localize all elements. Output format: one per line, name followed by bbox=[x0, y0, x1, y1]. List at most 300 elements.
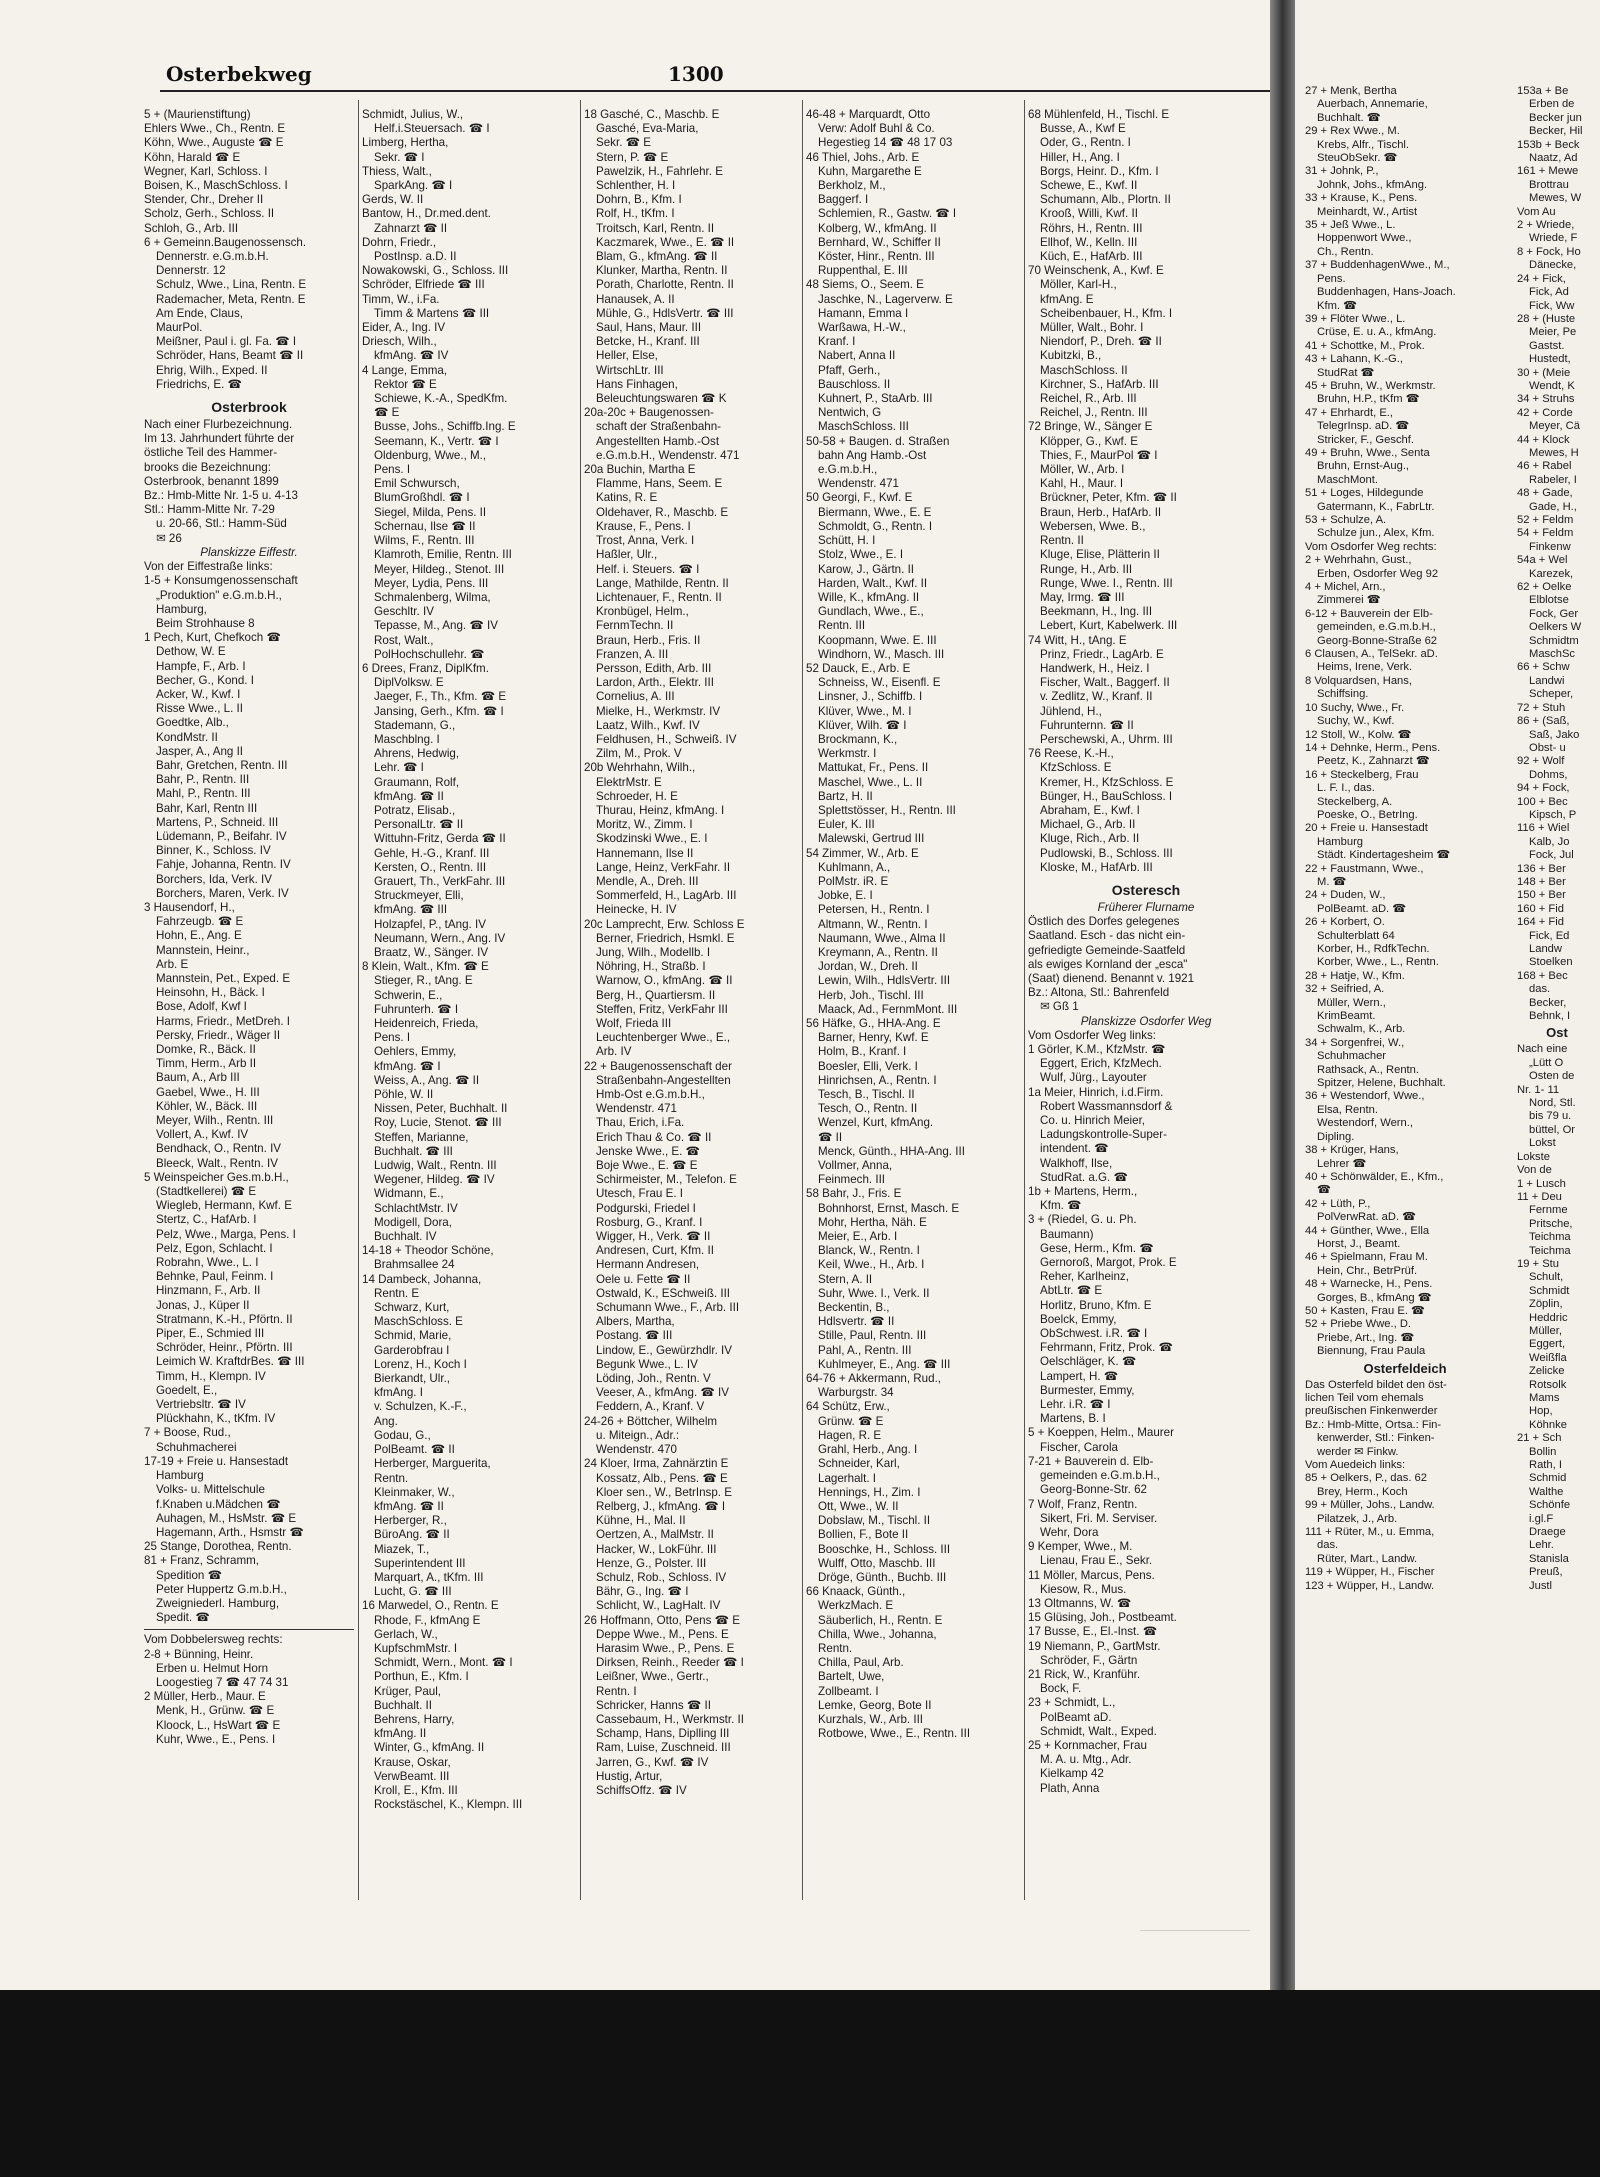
directory-entry: Harasim Wwe., P., Pens. E bbox=[596, 1641, 735, 1655]
directory-entry: Hustedt, bbox=[1529, 353, 1571, 366]
directory-entry: Dennerstr. e.G.m.b.H. bbox=[156, 250, 269, 264]
directory-entry: 2 + Wehrhahn, Gust., bbox=[1305, 554, 1412, 567]
directory-entry: Wegener, Hildeg. ☎ IV bbox=[374, 1173, 495, 1187]
directory-entry: KupfschmMstr. I bbox=[374, 1641, 458, 1655]
directory-entry: Rosburg, G., Kranf. I bbox=[596, 1215, 703, 1229]
directory-entry: Becker, Hil bbox=[1529, 125, 1583, 138]
directory-entry: kfmAng. ☎ I bbox=[374, 1059, 441, 1073]
directory-entry: Wendenstr. 470 bbox=[596, 1443, 677, 1457]
directory-entry: Gastst. bbox=[1529, 339, 1565, 352]
directory-entry: Ostwald, K., ESchweiß. III bbox=[596, 1286, 731, 1300]
directory-entry: 50-58 + Baugen. d. Straßen bbox=[806, 434, 950, 448]
directory-entry: Beleuchtungswaren ☎ K bbox=[596, 392, 727, 406]
directory-entry: Köhnke bbox=[1529, 1418, 1567, 1431]
directory-entry: Rentn. II bbox=[1040, 534, 1084, 548]
directory-entry: Kubitzki, B., bbox=[1040, 349, 1102, 363]
directory-entry: Seemann, K., Vertr. ☎ I bbox=[374, 434, 499, 448]
directory-entry: Godau, G., bbox=[374, 1428, 431, 1442]
directory-entry: Pudlowski, B., Schloss. III bbox=[1040, 846, 1173, 860]
directory-entry: Wolf, Frieda III bbox=[596, 1017, 672, 1030]
directory-entry: Kühne, H., Mal. II bbox=[596, 1514, 686, 1528]
directory-entry: Hamann, Emma I bbox=[818, 306, 909, 320]
street-heading: Osterbrook bbox=[211, 399, 287, 416]
directory-entry: 168 + Bec bbox=[1517, 969, 1568, 982]
directory-entry: Schiewe, K.-A., SpedKfm. bbox=[374, 392, 508, 406]
directory-entry: M. ☎ bbox=[1317, 875, 1347, 888]
directory-entry: Wehr, Dora bbox=[1040, 1525, 1099, 1539]
directory-entry: Vom Osdorfer Weg links: bbox=[1028, 1028, 1157, 1042]
directory-entry: Lehr. bbox=[1529, 1539, 1554, 1552]
directory-entry: 81 + Franz, Schramm, bbox=[144, 1554, 260, 1568]
directory-entry: Klöpper, G., Kwf. E bbox=[1040, 434, 1138, 448]
directory-entry: Bantow, H., Dr.med.dent. bbox=[362, 207, 491, 221]
directory-entry: Helf. i. Steuers. ☎ I bbox=[596, 562, 700, 576]
directory-entry: Bernhard, W., Schiffer II bbox=[818, 235, 941, 249]
directory-entry: Pfaff, Gerh., bbox=[818, 363, 881, 377]
directory-entry: Goedelt, E., bbox=[156, 1383, 218, 1397]
directory-entry: Bendhack, O., Rentn. IV bbox=[156, 1142, 282, 1156]
directory-entry: Stertz, C., HafArb. I bbox=[156, 1213, 257, 1227]
directory-entry: May, Irmg. ☎ III bbox=[1040, 590, 1125, 604]
directory-entry: Kurzhals, W., Arb. III bbox=[818, 1712, 924, 1726]
directory-entry: Klüver, Wilh. ☎ I bbox=[818, 718, 907, 732]
directory-entry: Pilatzek, J., Arb. bbox=[1317, 1512, 1398, 1525]
directory-entry: Meyer, Cä bbox=[1529, 420, 1580, 433]
directory-entry: 20a-20c + Baugenossen- bbox=[584, 406, 714, 420]
directory-entry: Vollert, A., Kwf. IV bbox=[156, 1128, 249, 1142]
directory-entry: Zweigniederl. Hamburg, bbox=[156, 1596, 280, 1610]
directory-entry: Teichma bbox=[1529, 1231, 1571, 1244]
directory-entry: Spitzer, Helene, Buchhalt. bbox=[1317, 1077, 1446, 1090]
directory-entry: Schröder, F., Gärtn bbox=[1040, 1653, 1138, 1667]
directory-entry: Nentwich, G bbox=[818, 406, 882, 420]
directory-entry: Peter Huppertz G.m.b.H., bbox=[156, 1582, 287, 1596]
directory-entry: „Produktion" e.G.m.b.H., bbox=[156, 588, 282, 602]
directory-entry: Dobslaw, M., Tischl. II bbox=[818, 1514, 931, 1528]
page-number: 1300 bbox=[668, 62, 724, 86]
directory-entry: kfmAng. II bbox=[374, 1727, 427, 1741]
directory-entry: Bz.: Hmb-Mitte, Ortsa.: Fin- bbox=[1305, 1418, 1442, 1431]
directory-entry: 39 + Flöter Wwe., L. bbox=[1305, 312, 1406, 325]
directory-entry: Zollbeamt. I bbox=[818, 1684, 879, 1698]
directory-entry: Oldehaver, R., Maschb. E bbox=[596, 505, 729, 519]
directory-entry: Straßenbahn-Angestellten bbox=[596, 1073, 731, 1087]
directory-entry: 74 Witt, H., tAng. E bbox=[1028, 633, 1127, 647]
street-heading: Osterfeldeich bbox=[1363, 1360, 1447, 1376]
directory-entry: 44 + Klock bbox=[1517, 433, 1570, 446]
directory-entry: Wulf, Jürg., Layouter bbox=[1040, 1071, 1147, 1085]
directory-entry: Plath, Anna bbox=[1040, 1781, 1100, 1795]
directory-entry: Lorenz, H., Koch I bbox=[374, 1357, 467, 1371]
directory-entry: Linsner, J., Schiffb. I bbox=[818, 690, 923, 704]
directory-entry: Bartz, H. II bbox=[818, 789, 873, 803]
directory-entry: 8 Klein, Walt., Kfm. ☎ E bbox=[362, 960, 489, 974]
directory-entry: Heinsohn, H., Bäck. I bbox=[156, 986, 265, 1000]
directory-entry: Boelck, Emmy, bbox=[1040, 1312, 1117, 1326]
directory-entry: 42 + Lüth, P., bbox=[1305, 1197, 1371, 1210]
directory-entry: Jonas, J., Küper II bbox=[156, 1298, 250, 1312]
directory-entry: Stille, Paul, Rentn. III bbox=[818, 1329, 927, 1343]
directory-entry: Elsa, Rentn. bbox=[1317, 1103, 1378, 1116]
directory-entry: Boesler, Elli, Verk. I bbox=[818, 1059, 918, 1073]
directory-entry: Schwarz, Kurt, bbox=[374, 1301, 450, 1315]
directory-entry: Wenzel, Kurt, kfmAng. bbox=[818, 1116, 934, 1130]
column-divider bbox=[580, 100, 581, 1900]
directory-entry: Lucht, G. ☎ III bbox=[374, 1585, 452, 1599]
directory-entry: Ruppenthal, E. III bbox=[818, 264, 908, 278]
directory-entry: Kuhn, Margarethe E bbox=[818, 164, 922, 178]
directory-entry: Meyer, Wilh., Rentn. III bbox=[156, 1114, 274, 1128]
directory-entry: Fischer, Walt., Baggerf. II bbox=[1040, 676, 1170, 690]
directory-entry: Wigger, H., Verk. ☎ II bbox=[596, 1230, 711, 1244]
directory-entry: Johnk, Johs., kfmAng. bbox=[1317, 178, 1428, 191]
directory-entry: 53 + Schulze, A. bbox=[1305, 514, 1387, 526]
directory-entry: 35 + Jeß Wwe., L. bbox=[1305, 219, 1396, 232]
directory-entry: Boje Wwe., E. ☎ E bbox=[596, 1159, 698, 1173]
directory-entry: Reichel, J., Rentn. III bbox=[1040, 406, 1148, 420]
directory-entry: Mattukat, Fr., Pens. II bbox=[818, 761, 929, 775]
directory-entry: Miazek, T., bbox=[374, 1542, 430, 1556]
directory-entry: Graumann, Rolf, bbox=[374, 775, 460, 789]
directory-entry: Draege bbox=[1529, 1526, 1566, 1539]
directory-entry: PolVerwRat. aD. ☎ bbox=[1317, 1211, 1417, 1224]
directory-entry: 22 + Baugenossenschaft der bbox=[584, 1059, 732, 1073]
directory-entry: 56 Häfke, G., HHA-Ang. E bbox=[806, 1017, 941, 1030]
directory-entry: Krooß, Willi, Kwf. II bbox=[1040, 207, 1138, 221]
directory-entry: Ludwig, Walt., Rentn. III bbox=[374, 1159, 497, 1173]
directory-entry: PostInsp. a.D. II bbox=[374, 250, 457, 264]
directory-entry: Weißfla bbox=[1529, 1351, 1567, 1364]
directory-entry: Leuchtenberger Wwe., E., bbox=[596, 1031, 731, 1045]
directory-entry: Vertriebsltr. ☎ IV bbox=[156, 1398, 246, 1412]
directory-entry: Krüger, Paul, bbox=[374, 1684, 442, 1698]
directory-entry: Timm, H., Klempn. IV bbox=[156, 1369, 266, 1383]
directory-entry: Fick, Ww bbox=[1529, 299, 1575, 312]
directory-entry: Landwi bbox=[1529, 674, 1565, 687]
directory-entry: Potratz, Elisab., bbox=[374, 803, 456, 817]
directory-entry: Webersen, Wwe. B., bbox=[1040, 519, 1146, 533]
directory-entry: Brockmann, K., bbox=[818, 732, 898, 746]
directory-entry: Behnk, I bbox=[1529, 1010, 1571, 1023]
directory-entry: Wiegleb, Hermann, Kwf. E bbox=[156, 1199, 292, 1213]
library-stamp bbox=[1140, 1930, 1250, 1963]
directory-entry: gemeinden, e.G.m.b.H., bbox=[1317, 621, 1436, 634]
directory-entry: Splettstösser, H., Rentn. III bbox=[818, 803, 956, 817]
directory-entry: Schlenther, H. I bbox=[596, 179, 676, 193]
directory-entry: Friedrichs, E. ☎ bbox=[156, 377, 242, 391]
directory-entry: 20b Wehrhahn, Wilh., bbox=[584, 761, 696, 775]
directory-entry: 46 + Spielmann, Frau M. bbox=[1305, 1251, 1428, 1264]
page-header bbox=[160, 62, 1270, 92]
directory-entry: Oelkers W bbox=[1529, 621, 1582, 634]
directory-entry: Niendorf, P., Dreh. ☎ II bbox=[1040, 335, 1162, 349]
directory-entry: Lemke, Georg, Bote II bbox=[818, 1698, 932, 1712]
directory-entry: 1 Pech, Kurt, Chefkoch ☎ bbox=[144, 631, 281, 645]
directory-entry: Hennings, H., Zim. I bbox=[818, 1485, 921, 1499]
directory-entry: Müller, Walt., Bohr. I bbox=[1040, 321, 1144, 335]
directory-entry: Wendenstr. 471 bbox=[596, 1102, 677, 1116]
directory-entry: Schwerin, E., bbox=[374, 988, 443, 1002]
directory-entry: 28 + (Huste bbox=[1517, 312, 1576, 325]
directory-entry: PolHochschullehr. ☎ bbox=[374, 647, 485, 661]
directory-entry: Andresen, Curt, Kfm. II bbox=[596, 1244, 714, 1258]
directory-entry: Herberger, Marguerita, bbox=[374, 1457, 491, 1471]
directory-entry: 7-21 + Bauverein d. Elb- bbox=[1028, 1454, 1154, 1468]
directory-entry: BüroAng. ☎ II bbox=[374, 1528, 450, 1542]
directory-entry: Mannstein, Pet., Exped. E bbox=[156, 971, 291, 985]
running-head-street: Osterbekweg bbox=[166, 62, 312, 86]
directory-entry: kfmAng. ☎ II bbox=[374, 789, 444, 803]
directory-entry: kenwerder, Stl.: Finken- bbox=[1317, 1432, 1435, 1445]
directory-entry: brooks die Bezeichnung: bbox=[144, 460, 271, 474]
directory-entry: Erich Thau & Co. ☎ II bbox=[596, 1130, 712, 1144]
directory-entry: 66 Knaack, Günth., bbox=[806, 1585, 906, 1599]
directory-entry: ☎ bbox=[1317, 1184, 1331, 1197]
directory-entry: SteuObSekr. ☎ bbox=[1317, 152, 1398, 165]
directory-entry: Porthun, E., Kfm. I bbox=[374, 1670, 469, 1684]
column-divider bbox=[1024, 100, 1025, 1900]
directory-entry: Beckentin, B., bbox=[818, 1301, 890, 1315]
directory-entry: Lange, Heinz, VerkFahr. II bbox=[596, 860, 731, 874]
directory-entry: Stricker, F., Geschf. bbox=[1317, 433, 1414, 446]
street-heading: Osteresch bbox=[1111, 881, 1181, 898]
directory-entry: Schröder, Heinr., Pförtn. III bbox=[156, 1341, 293, 1355]
directory-entry: 1 Görler, K.M., KfzMstr. ☎ bbox=[1028, 1043, 1166, 1056]
directory-entry: Naumann, Wwe., Alma II bbox=[818, 931, 946, 945]
directory-entry: Zimmerei ☎ bbox=[1317, 594, 1381, 607]
directory-entry: Erben de bbox=[1529, 98, 1575, 111]
directory-entry: Menck, Günth., HHA-Ang. III bbox=[818, 1144, 965, 1158]
directory-entry: Hdlsvertr. ☎ II bbox=[818, 1315, 895, 1329]
directory-entry: Spedit. ☎ bbox=[156, 1611, 210, 1625]
directory-entry: Lagerhalt. I bbox=[818, 1471, 877, 1485]
directory-entry: Poeske, O., BetrIng. bbox=[1317, 808, 1418, 821]
directory-entry: Harden, Walt., Kwf. II bbox=[818, 576, 928, 590]
directory-entry: ✉ 26 bbox=[156, 531, 182, 545]
directory-entry: Mannstein, Heinr., bbox=[156, 943, 250, 957]
directory-entry: Begunk Wwe., L. IV bbox=[596, 1357, 698, 1371]
directory-entry: Walthe bbox=[1529, 1485, 1564, 1498]
directory-entry: intendent. ☎ bbox=[1040, 1142, 1109, 1156]
column-divider bbox=[802, 100, 803, 1900]
directory-entry: 8 Volquardsen, Hans, bbox=[1305, 674, 1412, 687]
directory-entry: Ellhof, W., Kelln. III bbox=[1040, 235, 1138, 249]
directory-entry: 7 + Boose, Rud., bbox=[144, 1426, 231, 1440]
directory-entry: Utesch, Frau E. I bbox=[596, 1187, 683, 1201]
directory-entry: Brottrau bbox=[1529, 178, 1569, 191]
directory-entry: Hein, Chr., BetrPrüf. bbox=[1317, 1264, 1418, 1277]
directory-entry: Dohrn, Friedr., bbox=[362, 235, 437, 249]
directory-entry: Geschltr. IV bbox=[374, 605, 434, 619]
directory-entry: Kipsch, P bbox=[1529, 808, 1577, 821]
directory-entry: Oele u. Fette ☎ II bbox=[596, 1272, 691, 1286]
directory-entry: Korber, H., RdfkTechn. bbox=[1317, 943, 1430, 955]
directory-entry: SchlachtMstr. IV bbox=[374, 1201, 458, 1215]
directory-entry: Schernau, Ilse ☎ II bbox=[374, 519, 476, 533]
directory-entry: Superintendent III bbox=[374, 1556, 466, 1570]
directory-entry: L. F. I., das. bbox=[1317, 782, 1375, 795]
directory-entry: Rotsolk bbox=[1529, 1378, 1567, 1391]
directory-entry: 52 + Priebe Wwe., D. bbox=[1305, 1318, 1412, 1331]
directory-entry: Busse, Johs., Schiffb.Ing. E bbox=[374, 420, 516, 434]
directory-entry: Dethow, W. E bbox=[156, 645, 226, 659]
directory-entry: 42 + Corde bbox=[1517, 406, 1573, 419]
directory-entry: Gehle, H.-G., Kranf. III bbox=[374, 846, 490, 860]
directory-entry: Schmid, Marie, bbox=[374, 1329, 452, 1343]
directory-column-4 bbox=[806, 108, 1020, 1908]
directory-entry: Oehlers, Emmy, bbox=[374, 1045, 457, 1059]
directory-entry: Kolberg, W., kfmAng. II bbox=[818, 221, 937, 235]
directory-entry: Altmann, W., Rentn. I bbox=[818, 917, 928, 931]
directory-entry: Ehrig, Wilh., Exped. II bbox=[156, 363, 268, 377]
directory-entry: Lokst bbox=[1529, 1137, 1556, 1150]
directory-entry: Osterbrook, benannt 1899 bbox=[144, 474, 279, 488]
directory-entry: Georg-Bonne-Straße 62 bbox=[1317, 634, 1438, 647]
directory-column-6 bbox=[1305, 85, 1505, 1593]
directory-entry: 19 Niemann, P., GartMstr. bbox=[1028, 1639, 1161, 1653]
directory-entry: Schlemien, R., Gastw. ☎ I bbox=[818, 207, 957, 221]
directory-entry: Ahrens, Hedwig, bbox=[374, 747, 460, 761]
directory-entry: Feinmech. III bbox=[818, 1173, 886, 1187]
directory-entry: 17-19 + Freie u. Hansestadt bbox=[144, 1454, 289, 1468]
directory-entry: Spedition ☎ bbox=[156, 1568, 223, 1582]
directory-entry: Von de bbox=[1517, 1164, 1552, 1177]
directory-entry: Fernme bbox=[1529, 1204, 1568, 1217]
directory-entry: Karezek, bbox=[1529, 567, 1574, 580]
directory-entry: u. 20-66, Stl.: Hamm-Süd bbox=[156, 517, 287, 531]
directory-entry: Kluge, Elise, Plätterin II bbox=[1040, 548, 1160, 562]
directory-entry: 29 + Rex Wwe., M. bbox=[1305, 125, 1400, 138]
directory-entry: Im 13. Jahrhundert führte der bbox=[144, 432, 295, 446]
directory-entry: Ch., Rentn. bbox=[1317, 245, 1374, 258]
directory-entry: Euler, K. III bbox=[818, 818, 875, 832]
directory-entry: Baum, A., Arb III bbox=[156, 1071, 240, 1085]
directory-entry: Bruhn, H.P., tKfm ☎ bbox=[1317, 393, 1420, 406]
directory-entry: 18 Gasché, C., Maschb. E bbox=[584, 108, 720, 121]
directory-entry: Windhorn, W., Masch. III bbox=[818, 647, 945, 661]
directory-entry: Gade, H., bbox=[1529, 500, 1577, 513]
directory-entry: Prinz, Friedr., LagArb. E bbox=[1040, 647, 1164, 661]
directory-entry: Lewin, Wilh., HdlsVertr. III bbox=[818, 974, 951, 988]
directory-entry: Oldenburg, Wwe., M., bbox=[374, 448, 487, 462]
directory-entry: Oertzen, A., MalMstr. II bbox=[596, 1528, 714, 1542]
directory-entry: Kersten, O., Rentn. III bbox=[374, 860, 487, 874]
directory-entry: Städt. Kindertagesheim ☎ bbox=[1317, 849, 1451, 862]
directory-entry: Widmann, E., bbox=[374, 1187, 444, 1201]
directory-entry: Schulz, Rob., Schloss. IV bbox=[596, 1570, 727, 1584]
directory-entry: 40 + Schönwälder, E., Kfm., bbox=[1305, 1170, 1444, 1183]
directory-entry: Bollin bbox=[1529, 1445, 1557, 1458]
directory-entry: 64-76 + Akkermann, Rud., bbox=[806, 1372, 942, 1386]
directory-entry: Keil, Wwe., H., Arb. I bbox=[818, 1258, 925, 1272]
directory-entry: Gatermann, K., FabrLtr. bbox=[1317, 500, 1435, 513]
directory-entry: 50 Georgi, F., Kwf. E bbox=[806, 491, 913, 505]
directory-entry: Rabeler, I bbox=[1529, 473, 1577, 486]
directory-entry: Emil Schwursch, bbox=[374, 477, 460, 491]
directory-entry: 25 Stange, Dorothea, Rentn. bbox=[144, 1540, 292, 1554]
directory-entry: 58 Bahr, J., Fris. E bbox=[806, 1187, 902, 1201]
directory-entry: Hmb-Ost e.G.m.b.H., bbox=[596, 1088, 705, 1102]
directory-entry: Buchhalt. II bbox=[374, 1698, 433, 1712]
directory-entry: kfmAng. I bbox=[374, 1386, 423, 1400]
directory-entry: Klüver, Wwe., M. I bbox=[818, 704, 912, 718]
directory-entry: Thau, Erich, i.Fa. bbox=[596, 1116, 685, 1130]
directory-entry: 64 Schütz, Erw., bbox=[806, 1400, 890, 1414]
directory-entry: gemeinden e.G.m.b.H., bbox=[1040, 1469, 1160, 1483]
directory-entry: Thiess, Walt., bbox=[362, 164, 432, 178]
directory-entry: Justl bbox=[1529, 1579, 1553, 1592]
directory-entry: das. bbox=[1317, 1539, 1339, 1552]
directory-entry: Schumann, Alb., Plortn. II bbox=[1040, 193, 1171, 207]
directory-entry: Persky, Friedr., Wäger II bbox=[156, 1028, 281, 1042]
directory-entry: Kreymann, A., Rentn. II bbox=[818, 945, 938, 959]
directory-entry: e.G.m.b.H., bbox=[818, 463, 878, 477]
directory-entry: Hamburg bbox=[1317, 835, 1364, 848]
directory-entry: Verw: Adolf Buhl & Co. bbox=[818, 122, 935, 136]
directory-entry: Kuhr, Wwe., E., Pens. I bbox=[156, 1732, 276, 1746]
directory-entry: Pelz, Wwe., Marga, Pens. I bbox=[156, 1227, 296, 1241]
directory-entry: WerkzMach. E bbox=[818, 1599, 894, 1613]
directory-entry: Hagemann, Arth., Hsmstr ☎ bbox=[156, 1525, 304, 1539]
directory-entry: 48 + Warnecke, H., Pens. bbox=[1305, 1278, 1433, 1291]
directory-entry: Schuhmacher bbox=[1317, 1050, 1387, 1063]
directory-entry: PolBeamt aD. bbox=[1040, 1710, 1112, 1724]
directory-entry: Grünw. ☎ E bbox=[818, 1414, 884, 1428]
directory-entry: Siegel, Milda, Pens. II bbox=[374, 505, 487, 519]
directory-entry: BlumGroßhdl. ☎ I bbox=[374, 491, 470, 505]
directory-entry: Jaschke, N., Lagerverw. E bbox=[818, 292, 953, 306]
directory-entry: 54 Zimmer, W., Arb. E bbox=[806, 846, 919, 860]
directory-entry: Pens. I bbox=[374, 463, 411, 477]
directory-entry: Helf.i.Steuersach. ☎ I bbox=[374, 122, 490, 136]
directory-entry: 54 + Feldm bbox=[1517, 527, 1574, 540]
directory-entry: Blanck, W., Rentn. I bbox=[818, 1244, 920, 1258]
directory-entry: StudRat ☎ bbox=[1317, 366, 1375, 379]
directory-entry: SchiffsOffz. ☎ IV bbox=[596, 1783, 687, 1797]
directory-entry: 46 + Rabel bbox=[1517, 460, 1572, 473]
directory-entry: 116 + Wiel bbox=[1517, 822, 1570, 835]
directory-entry: Skodzinski Wwe., E. I bbox=[596, 832, 708, 846]
directory-entry: Rademacher, Meta, Rentn. E bbox=[156, 292, 306, 306]
directory-entry: Meier, E., Arb. I bbox=[818, 1230, 898, 1244]
directory-entry: bis 79 u. bbox=[1529, 1110, 1572, 1123]
directory-entry: v. Zedlitz, W., Kranf. II bbox=[1040, 690, 1153, 704]
directory-entry: Leimich W. KraftdrBes. ☎ III bbox=[156, 1355, 305, 1369]
directory-entry: Vom Dobbelersweg rechts: bbox=[144, 1633, 283, 1647]
book-gutter bbox=[1270, 0, 1295, 1990]
directory-entry: Meißner, Paul i. gl. Fa. ☎ I bbox=[156, 335, 297, 349]
directory-entry: Schwalm, K., Arb. bbox=[1317, 1023, 1406, 1036]
directory-entry: Gundlach, Wwe., E., bbox=[818, 605, 924, 619]
directory-entry: „Lütt O bbox=[1529, 1056, 1564, 1069]
directory-entry: Nr. 1- 11 bbox=[1517, 1083, 1560, 1096]
directory-entry: PersonalLtr. ☎ II bbox=[374, 818, 464, 832]
directory-entry: Handwerk, H., Heiz. I bbox=[1040, 661, 1150, 675]
directory-entry: Wendenstr. 471 bbox=[818, 477, 899, 491]
directory-entry: preußischen Finkenwerder bbox=[1305, 1405, 1438, 1418]
directory-entry: u. Miteign., Adr.: bbox=[596, 1428, 680, 1442]
directory-entry: Baumann) bbox=[1040, 1227, 1094, 1241]
directory-entry: Fehrmann, Fritz, Prok. ☎ bbox=[1040, 1341, 1173, 1355]
directory-entry: Lehr. i.R. ☎ I bbox=[1040, 1398, 1111, 1412]
directory-entry: Kloock, L., HsWart ☎ E bbox=[156, 1718, 281, 1732]
directory-entry: 68 Mühlenfeld, H., Tischl. E bbox=[1028, 108, 1170, 121]
directory-entry: 5 Weinspeicher Ges.m.b.H., bbox=[144, 1170, 289, 1184]
directory-entry: Moritz, W., Zimm. I bbox=[596, 818, 693, 832]
directory-entry: ✉ Gß 1 bbox=[1040, 1000, 1079, 1014]
directory-entry: Warßawa, H.-W., bbox=[818, 321, 906, 335]
directory-entry: Wulff, Otto, Maschb. III bbox=[818, 1556, 936, 1570]
